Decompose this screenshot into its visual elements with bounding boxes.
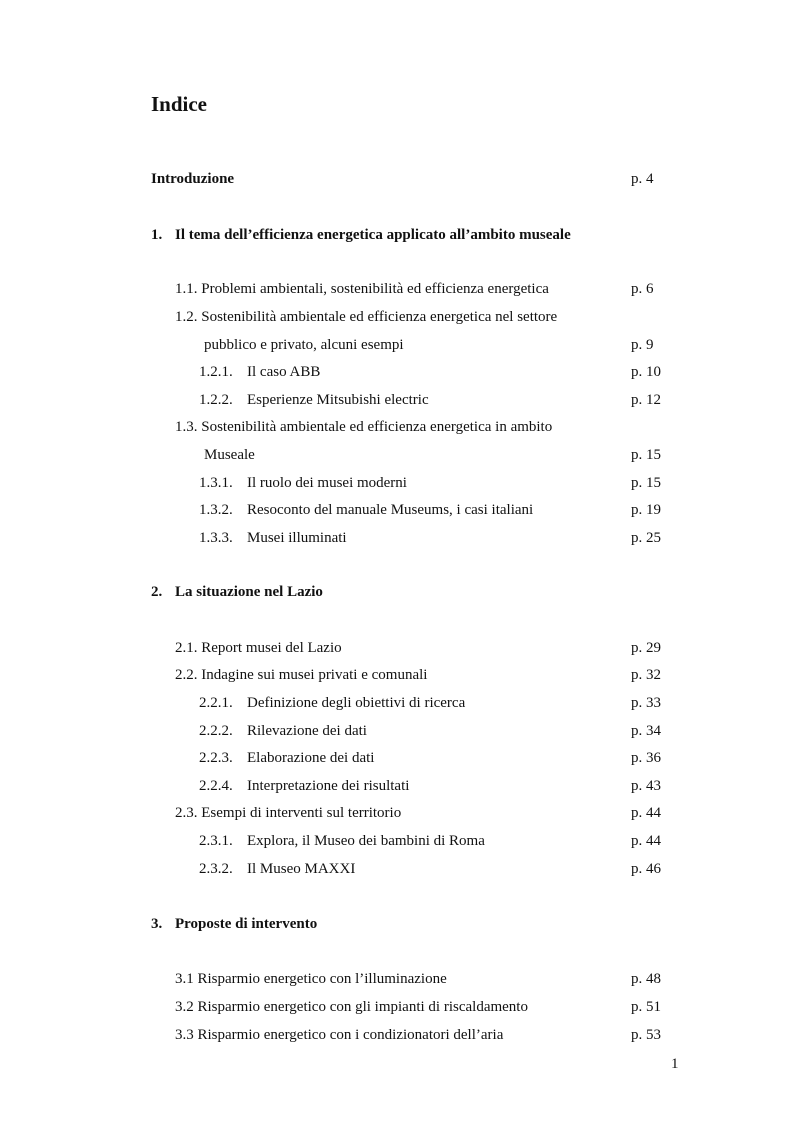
toc-entry-introduzione [151,169,234,189]
toc-subentry [199,831,485,851]
entry-text: Rilevazione dei dati [247,723,367,739]
entry-page: p. 36 [631,750,661,766]
entry-text: Introduzione [151,171,235,187]
entry-text: 1.2. Sostenibilità ambientale ed efficienza energetica nel settore [175,309,558,325]
entry-page: p. 33 [631,695,661,711]
entry-number: 2.3.1. [199,833,233,849]
entry-page: p. 48 [631,971,661,987]
entry-page: p. 12 [631,392,661,408]
entry-page: p. 19 [631,502,661,518]
entry-number: 2.2.4. [199,778,233,794]
entry-text: Esperienze Mitsubishi electric [247,392,429,408]
entry-text: 3.2 Risparmio energetico con gli impianti di riscaldamento [175,999,528,1015]
entry-text: 2.1. Report musei del Lazio [175,640,342,656]
toc-entry [175,417,552,437]
entry-page: p. 46 [631,861,661,877]
toc-subentry [199,390,429,410]
entry-text: Musei illuminati [247,530,347,546]
entry-text: Interpretazione dei risultati [247,778,410,794]
toc-subentry [199,473,407,493]
toc-subentry [199,776,409,796]
entry-text: Elaborazione dei dati [247,750,375,766]
entry-page: p. 9 [631,337,654,353]
chapter-number: 2. [151,584,163,600]
entry-page: p. 15 [631,447,661,463]
entry-number: 1.3.3. [199,530,233,546]
toc-subentry [199,693,465,713]
chapter-title: Proposte di intervento [175,916,318,932]
toc-entry-continuation [204,445,255,465]
toc-entry [175,803,401,823]
entry-number: 2.2.2. [199,723,233,739]
toc-subentry [199,500,533,520]
entry-page: p. 29 [631,640,661,656]
toc-entry [175,665,427,685]
entry-page: p. 53 [631,1027,661,1043]
chapter-number: 3. [151,916,163,932]
entry-text: 3.3 Risparmio energetico con i condizionatori dell’aria [175,1027,504,1043]
entry-text: 2.2. Indagine sui musei privati e comunali [175,667,428,683]
entry-text: Explora, il Museo dei bambini di Roma [247,833,485,849]
toc-entry [175,1025,503,1045]
entry-page: p. 51 [631,999,661,1015]
entry-text: Il caso ABB [247,364,321,380]
entry-page: p. 34 [631,723,661,739]
entry-number: 1.2.1. [199,364,233,380]
entry-number: 2.2.1. [199,695,233,711]
entry-text: 1.3. Sostenibilità ambientale ed efficienza energetica in ambito [175,419,553,435]
toc-subentry [199,362,320,382]
entry-number: 1.2.2. [199,392,233,408]
toc-subentry [199,721,367,741]
chapter-title: La situazione nel Lazio [175,584,323,600]
page-number: 1 [671,1056,679,1072]
toc-entry-continuation [204,335,404,355]
toc-entry [175,969,447,989]
toc-entry [175,279,549,299]
entry-text: Il Museo MAXXI [247,861,356,877]
toc-chapter-1 [151,225,571,245]
chapter-number: 1. [151,227,163,243]
entry-text: Museale [204,447,255,463]
entry-page: p. 4 [631,171,654,187]
entry-text: 2.3. Esempi di interventi sul territorio [175,805,402,821]
entry-text: Resoconto del manuale Museums, i casi italiani [247,502,534,518]
toc-entry [175,307,557,327]
toc-chapter-3 [151,914,317,934]
entry-text: pubblico e privato, alcuni esempi [204,337,404,353]
entry-text: Definizione degli obiettivi di ricerca [247,695,466,711]
entry-page: p. 6 [631,281,654,297]
entry-page: p. 44 [631,805,661,821]
entry-text: 1.1. Problemi ambientali, sostenibilità ed efficienza energetica [175,281,549,297]
entry-page: p. 43 [631,778,661,794]
entry-page: p. 32 [631,667,661,683]
entry-number: 2.3.2. [199,861,233,877]
entry-page: p. 25 [631,530,661,546]
toc-subentry [199,528,347,548]
entry-page: p. 44 [631,833,661,849]
toc-entry [175,638,342,658]
chapter-title: Il tema dell’efficienza energetica applicato all’ambito museale [175,227,571,243]
entry-page: p. 10 [631,364,661,380]
page-title: Indice [151,92,208,116]
toc-subentry [199,859,355,879]
entry-number: 2.2.3. [199,750,233,766]
entry-page: p. 15 [631,475,661,491]
entry-number: 1.3.2. [199,502,233,518]
toc-entry [175,997,528,1017]
toc-subentry [199,748,374,768]
entry-number: 1.3.1. [199,475,233,491]
entry-text: 3.1 Risparmio energetico con l’illuminazione [175,971,447,987]
entry-text: Il ruolo dei musei moderni [247,475,407,491]
toc-chapter-2 [151,582,323,602]
